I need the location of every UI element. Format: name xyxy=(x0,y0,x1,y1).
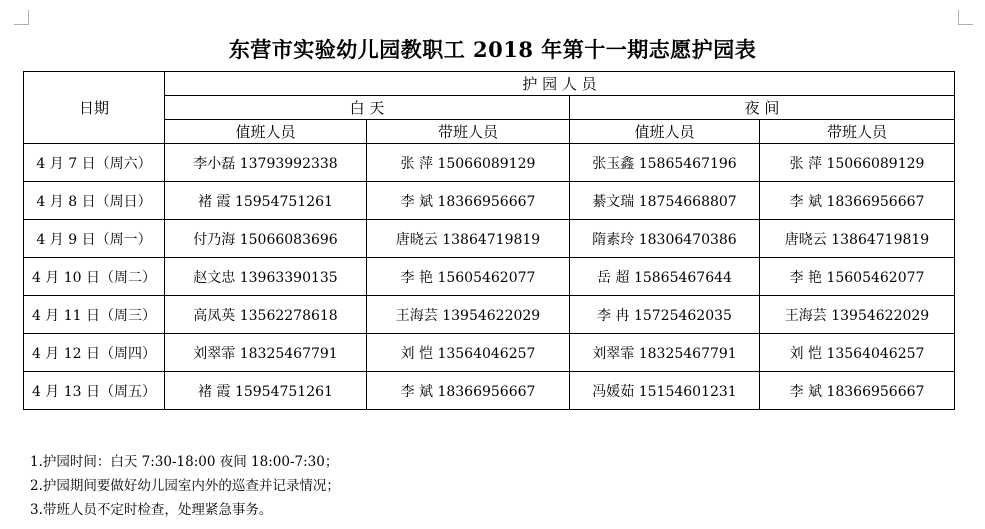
date-cell: 4 月 11 日（周三） xyxy=(24,296,165,334)
day-leading-header: 带班人员 xyxy=(367,120,570,144)
note-item: 1.护园时间：白天 7:30-18:00 夜间 18:00-7:30； xyxy=(30,454,339,470)
day-lead-cell: 李 斌 18366956667 xyxy=(367,372,570,410)
page-corner-mark-right xyxy=(958,10,973,25)
date-cell: 4 月 9 日（周一） xyxy=(24,220,165,258)
header-row-1 xyxy=(24,72,955,96)
date-cell: 4 月 10 日（周二） xyxy=(24,258,165,296)
night-duty-cell: 綦文瑞 18754668807 xyxy=(570,182,760,220)
night-duty-cell: 张玉鑫 15865467196 xyxy=(570,144,760,182)
table-row xyxy=(24,296,955,334)
day-duty-cell: 高凤英 13562278618 xyxy=(165,296,367,334)
page-corner-mark-left xyxy=(14,10,29,25)
date-cell: 4 月 12 日（周四） xyxy=(24,334,165,372)
day-duty-cell: 褚 霞 15954751261 xyxy=(165,372,367,410)
day-lead-cell: 张 萍 15066089129 xyxy=(367,144,570,182)
date-cell: 4 月 13 日（周五） xyxy=(24,372,165,410)
night-lead-cell: 刘 恺 13564046257 xyxy=(760,334,955,372)
day-lead-cell: 李 艳 15605462077 xyxy=(367,258,570,296)
day-lead-cell: 王海芸 13954622029 xyxy=(367,296,570,334)
date-cell: 4 月 8 日（周日） xyxy=(24,182,165,220)
duty-roster-table xyxy=(23,71,955,410)
night-leading-header: 带班人员 xyxy=(760,120,955,144)
night-lead-cell: 李 斌 18366956667 xyxy=(760,182,955,220)
day-duty-cell: 刘翠霏 18325467791 xyxy=(165,334,367,372)
date-header: 日期 xyxy=(24,72,165,144)
night-duty-cell: 冯媛茹 15154601231 xyxy=(570,372,760,410)
night-lead-cell: 李 艳 15605462077 xyxy=(760,258,955,296)
day-duty-cell: 褚 霞 15954751261 xyxy=(165,182,367,220)
table-row xyxy=(24,334,955,372)
day-header: 白 天 xyxy=(165,96,570,120)
night-duty-cell: 李 冉 15725462035 xyxy=(570,296,760,334)
day-on-duty-header: 值班人员 xyxy=(165,120,367,144)
day-duty-cell: 付乃海 15066083696 xyxy=(165,220,367,258)
note-item: 3.带班人员不定时检查，处理紧急事务。 xyxy=(30,502,273,518)
night-duty-cell: 隋素玲 18306470386 xyxy=(570,220,760,258)
night-lead-cell: 李 斌 18366956667 xyxy=(760,372,955,410)
table-row xyxy=(24,182,955,220)
note-item: 2.护园期间要做好幼儿园室内外的巡查并记录情况； xyxy=(30,478,340,494)
night-header: 夜 间 xyxy=(570,96,955,120)
table-row xyxy=(24,144,955,182)
night-duty-cell: 刘翠霏 18325467791 xyxy=(570,334,760,372)
table-row xyxy=(24,220,955,258)
day-duty-cell: 赵文忠 13963390135 xyxy=(165,258,367,296)
date-cell: 4 月 7 日（周六） xyxy=(24,144,165,182)
night-lead-cell: 张 萍 15066089129 xyxy=(760,144,955,182)
day-lead-cell: 唐晓云 13864719819 xyxy=(367,220,570,258)
table-row xyxy=(24,372,955,410)
night-on-duty-header: 值班人员 xyxy=(570,120,760,144)
day-lead-cell: 李 斌 18366956667 xyxy=(367,182,570,220)
staff-group-header: 护 园 人 员 xyxy=(165,72,955,96)
night-lead-cell: 唐晓云 13864719819 xyxy=(760,220,955,258)
table-row xyxy=(24,258,955,296)
night-duty-cell: 岳 超 15865467644 xyxy=(570,258,760,296)
night-lead-cell: 王海芸 13954622029 xyxy=(760,296,955,334)
day-lead-cell: 刘 恺 13564046257 xyxy=(367,334,570,372)
document-title: 东营市实验幼儿园教职工 2018 年第十一期志愿护园表 xyxy=(228,37,757,62)
day-duty-cell: 李小磊 13793992338 xyxy=(165,144,367,182)
notes-section xyxy=(30,450,340,522)
